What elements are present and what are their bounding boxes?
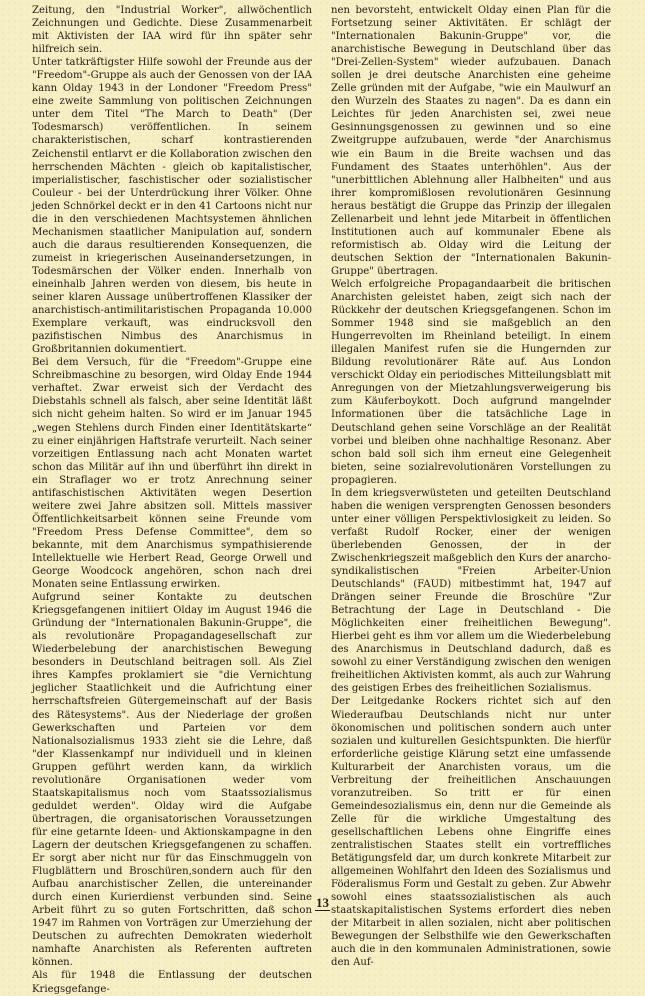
paragraph: In dem kriegsverwüsteten und geteilten Deutschland haben die wenigen versprengten Genossen besonders unter einer völligen Perspektivlosigkeit zu leiden. So verfaßt Rudolf Rocker, einer der wenigen überlebenden Genossen, der in der Zwischenkriegszeit maßgeblich den Kurs der anarcho-syndikalistischen "Freien Arbeiter-Union Deutschlands" (FAUD) mitbestimmt hat, 1947 auf Drängen seiner Freunde die Broschüre "Zur Betrachtung der Lage in Deutschland - Die Möglichkeiten einer freiheitlichen Bewegung". Hierbei geht es ihm vor allem um die Wiederbelebung des Anarchismus in Deutschland dadurch, daß es sowohl zu einer Verständigung zwischen den wenigen freiheitlichen Aktivisten kommt, als auch zur Wahrung des geistigen Erbes des freiheitlichen Sozialismus. <box>331 487 611 695</box>
paragraph: Als für 1948 die Entlassung der deutschen Kriegsgefange- <box>32 970 312 995</box>
page-number-label: 13 <box>316 895 329 910</box>
paragraph: Bei dem Versuch, für die "Freedom"-Gruppe eine Schreibmaschine zu besorgen, wird Olday Ende 1944 verhaftet. Zwar erweist sich der Verdacht des Diebstahls schnell als falsch, aber seine Identität läßt sich nicht geheim halten. So wird er im Januar 1945 „wegen Stehlens durch Finden einer Identitätskarte“ zu einer einjährigen Haftstrafe verurteilt. Nach seiner vorzeitigen Entlassung nach acht Monaten wartet schon das Militär auf ihn und überführt ihn direkt in ein Straflager wo er trotz Anrechnung seiner antifaschistischen Aktivitäten wegen Desertion weitere zwei Jahre absitzen soll. Mittels massiver Öffentlichkeitsarbeit können seine Freunde vom "Freedom Press Defense Committee", dem so bekannte, mit dem Anarchismus sympathisierende Intellektuelle wie Herbert Read, George Orwell und George Woodcock angehören, schon nach drei Monaten seine Entlassung erwirken. <box>32 357 312 591</box>
right-column <box>331 4 611 969</box>
left-column <box>32 4 312 996</box>
paragraph: Zeitung, den "Industrial Worker", allwöchentlich Zeichnungen und Gedichte. Diese Zusammenarbeit mit Aktivisten der IAA wird für ihn später sehr hilfreich sein. <box>32 5 312 56</box>
paragraph: Unter tatkräftigster Hilfe sowohl der Freunde aus der "Freedom"-Gruppe als auch der Genossen von der IAA kann Olday 1943 in der Londoner "Freedom Press" eine zweite Sammlung von politischen Zeichnungen unter dem Titel "The March to Death" (Der Todesmarsch) veröffentlichen. In seinem charakteristischen, scharf kontrastierenden Zeichenstil entlarvt er die Kollaboration zwischen den herrschenden Mächten - gleich ob kapitalistischer, imperialistischer, faschistischer oder sozialistischer Couleur - bei der Unterdrückung ihrer Völker. Ohne jeden Schnörkel deckt er in den 41 Cartoons nicht nur die in den verschiedenen Machtsystemen ähnlichen Mechanismen staatlicher Manipulation auf, sondern auch die daraus resultierenden Konsequenzen, die zumeist in kriegerischen Auseinandersetzungen, in Todesmärschen der Völker enden. Innerhalb von eineinhalb Jahren werden von diesem, bis heute in seiner klaren Aussage unübertroffenen Klassiker der anarchistisch-antimilitaristischen Propaganda 10.000 Exemplare verkauft, was eindrucksvoll den pazifistischen Nimbus des Anarchismus in Großbritannien dokumentiert. <box>32 57 312 356</box>
paragraph: Aufgrund seiner Kontakte zu deutschen Kriegsgefangenen initiiert Olday im August 1946 die Gründung der "Internationalen Bakunin-Gruppe", die als revolutionäre Propagandagesellschaft zur Wiederbelebung der anarchistischen Bewegung besonders in Deutschland beitragen soll. Als Ziel ihres Kampfes proklamiert sie "die Vernichtung jeglicher Staatlichkeit und die Aufrichtung einer herrschaftsfreien Gütergemeinschaft auf der Basis des Rätesystems". Aus der Niederlage der großen Gewerkschaften und Parteien vor dem Nationalsozialismus 1933 zieht sie die Lehre, daß "der Klassenkampf nur individuell und in kleinen Gruppen geführt werden kann, da wirklich revolutionäre Organisationen weder vom Staatskapitalismus noch vom Staatssozialismus geduldet werden". Olday wird die Aufgabe übertragen, die organisatorischen Voraussetzungen für eine getarnte Ideen- und Aktionskampagne in den Lagern der deutschen Kriegsgefangenen zu schaffen. Er sorgt aber nicht nur für das Einschmuggeln von Flugblättern und Broschüren,sondern auch für den Aufbau anarchistischer Zellen, die untereinander durch einen Kurierdienst verbunden sind. Seine Arbeit führt zu so guten Fortschritten, daß schon 1947 im Rahmen von Vorträgen zur Umerziehung der Deutschen zu aufrechten Demokraten wiederholt namhafte Anarchisten als Referenten auftreten können. <box>32 592 312 969</box>
page-number <box>0 895 645 911</box>
paragraph: Welch erfolgreiche Propagandaarbeit die britischen Anarchisten geleistet haben, zeigt sich nach der Rückkehr der deutschen Kriegsgefangenen. Schon im Sommer 1948 sind sie maßgeblich an den Hungerrevolten im Rheinland beteiligt. In einem illegalen Manifest rufen sie die Hungernden zur Bildung revolutionärer Räte auf. Aus London verschickt Olday ein periodisches Mitteilungsblatt mit Anregungen von der Mietzahlungsverweigerung bis zum Käuferboykott. Doch aufgrund mangelnder Informationen über die tatsächliche Lage in Deutschland gehen seine Vorschläge an der Realität vorbei und bleiben ohne nachhaltige Resonanz. Aber schon bald soll sich ihm erneut eine Gelegenheit bieten, seine sozialrevolutionären Vorstellungen zu propagieren. <box>331 278 611 486</box>
paragraph: nen bevorsteht, entwickelt Olday einen Plan für die Fortsetzung seiner Aktivitäten. Er schlägt der "Internationalen Bakunin-Gruppe" vor, die anarchistische Bewegung in Deutschland über das "Drei-Zellen-System" wieder aufzubauen. Danach sollen je drei deutsche Anarchisten eine geheime Zelle gründen mit der Aufgabe, "wie ein Maulwurf an den Wurzeln des Staates zu nagen". Da es dann ein Leichtes für jeden Anarchisten sei, zwei neue Gesinnungsgenossen zu gewinnen und so eine Zweitgruppe aufzubauen, werde "der Anarchismus wie ein Baum in die Breite wachsen und das Fundament des Staates unterhöhlen". Aus der "unerbittlichen Ablehnung aller Halbheiten" und aus ihrer kompromißlosen revolutionären Gesinnung heraus bestätigt die Gruppe das Prinzip der illegalen Zellenarbeit und lehnt jede Mitarbeit in öffentlichen Institutionen auch auf kommunaler Ebene als reformistisch ab. Olday wird die Leitung der deutschen Sektion der "Internationalen Bakunin-Gruppe" übertragen. <box>331 5 611 277</box>
paragraph: Der Leitgedanke Rockers richtet sich auf den Wiederaufbau Deutschlands nicht nur unter ökonomischen und politischen sondern auch unter sozialen und kulturellen Gesichtspunkten. Die hierfür erforderliche geistige Klärung setzt eine umfassende Kulturarbeit der Anarchisten voraus, um die Verbreitung der freiheitlichen Anschauungen voranzutreiben. So tritt er für einen Gemeindesozialismus ein, denn nur die Gemeinde als Zelle für die wirkliche Umgestaltung des gesellschaftlichen Lebens ohne Eingriffe eines zentralistischen Staates stellt ein vortreffliches Betätigungsfeld dar, um durch konkrete Mitarbeit zur allgemeinen Wohlfahrt den Ideen des Sozialismus und Föderalismus Form und Gestalt zu geben. Zur Abwehr sowohl eines staatssozialistischen als auch staatskapitalistischen Systems erfordert dies neben der Mitarbeit in allen sozialen, nicht aber politischen Bewegungen der Selbsthilfe wie den Gewerkschaften auch die in den kommunalen Administrationen, sowie den Auf- <box>331 696 611 969</box>
